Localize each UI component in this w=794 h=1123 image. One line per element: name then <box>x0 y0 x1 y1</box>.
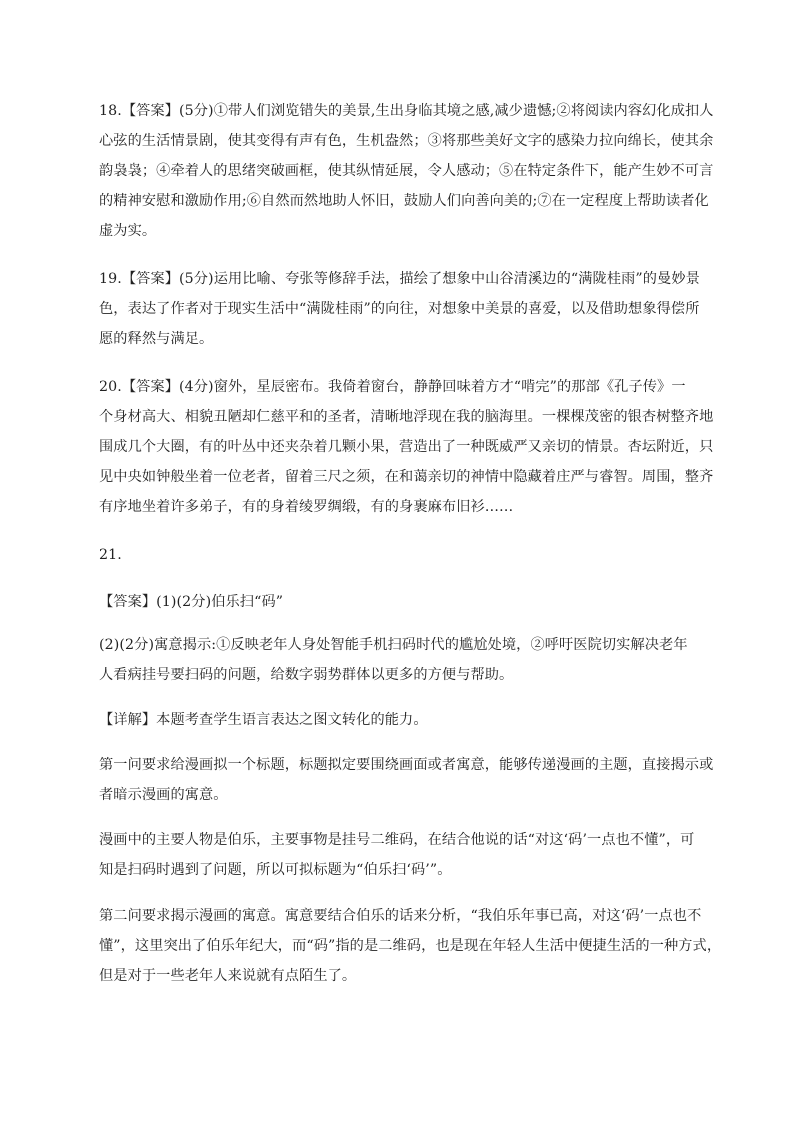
text-line: 色，表达了作者对于现实生活中“满陇桂雨”的向往，对想象中美景的喜爱，以及借助想象得偿所 <box>99 301 700 317</box>
text-line: 【详解】本题考查学生语言表达之图文转化的能力。 <box>99 712 428 728</box>
text-line: 但是对于一些老年人来说就有点陌生了。 <box>99 968 357 984</box>
text-line: 18.【答案】(5分)①带人们浏览错失的美景,生出身临其境之感,减少遗憾;②将阅读内容幻化成扣人 <box>99 103 714 119</box>
text-line: 19.【答案】(5分)运用比喻、夸张等修辞手法，描绘了想象中山谷清溪边的“满陇桂雨”的曼妙景 <box>99 271 700 287</box>
answer-21-part-2 <box>99 630 687 690</box>
text-line: 20.【答案】(4分)窗外，星辰密布。我倚着窗台，静静回味着方才“啃完”的那部《孔子传》一 <box>99 379 686 395</box>
text-line: 第二问要求揭示漫画的寓意。寓意要结合伯乐的话来分析，“我伯乐年事已高，对这‘码’一点也不 <box>99 908 702 924</box>
text-line: 者暗示漫画的寓意。 <box>99 787 228 803</box>
explanation-paragraph-2 <box>99 825 695 885</box>
text-line: 见中央如钟般坐着一位老者，留着三尺之须，在和蔼亲切的神情中隐藏着庄严与睿智。周围，整齐 <box>99 469 714 485</box>
explanation-paragraph-3 <box>99 901 722 991</box>
text-line: 围成几个大圈，有的叶丛中还夹杂着几颗小果，营造出了一种既威严又亲切的情景。杏坛附近，只 <box>99 439 714 455</box>
answer-21-part-1 <box>99 587 687 617</box>
detail-heading <box>99 705 687 735</box>
answer-20-paragraph <box>99 372 714 522</box>
answer-19-paragraph <box>99 264 700 354</box>
text-line: 个身材高大、相貌丑陋却仁慈平和的圣者，清晰地浮现在我的脑海里。一棵棵茂密的银杏树整齐地 <box>99 409 714 425</box>
answer-18-paragraph <box>99 96 714 246</box>
text-line: 漫画中的主要人物是伯乐，主要事物是挂号二维码，在结合他说的话“对这‘码’一点也不懂”，可 <box>99 832 695 848</box>
text-line: 知是扫码时遇到了问题，所以可拟标题为“伯乐扫‘码’”。 <box>99 862 452 878</box>
text-line: 懂”，这里突出了伯乐年纪大，而“码”指的是二维码，也是现在年轻人生活中便捷生活的一种方式， <box>99 938 722 954</box>
text-line: 第一问要求给漫画拟一个标题，标题拟定要围绕画面或者寓意，能够传递漫画的主题，直接揭示或 <box>99 757 714 773</box>
text-line: 韵袅袅；④牵着人的思绪突破画框，使其纵情延展，令人感动；⑤在特定条件下，能产生妙不可言 <box>99 163 714 179</box>
text-line: 【答案】(1)(2分)伯乐扫“码” <box>99 594 284 610</box>
text-line: (2)(2分)寓意揭示:①反映老年人身处智能手机扫码时代的尴尬处境，②呼吁医院切实解决老年 <box>99 637 688 653</box>
text-line: 心弦的生活情景剧，使其变得有声有色，生机盎然；③将那些美好文字的感染力拉向绵长，使其余 <box>99 133 714 149</box>
text-line: 人看病挂号要扫码的问题，给数字弱势群体以更多的方便与帮助。 <box>99 667 514 683</box>
text-line: 21. <box>99 547 122 563</box>
text-line: 有序地坐着许多弟子，有的身着绫罗绸缎，有的身裹麻布旧衫…… <box>99 499 514 515</box>
text-line: 虚为实。 <box>99 223 157 239</box>
text-line: 愿的释然与满足。 <box>99 331 214 347</box>
text-line: 的精神安慰和激励作用;⑥自然而然地助人怀旧，鼓励人们向善向美的;⑦在一定程度上帮助读者化 <box>99 193 709 209</box>
question-21-number <box>99 540 687 570</box>
explanation-paragraph-1 <box>99 750 714 810</box>
